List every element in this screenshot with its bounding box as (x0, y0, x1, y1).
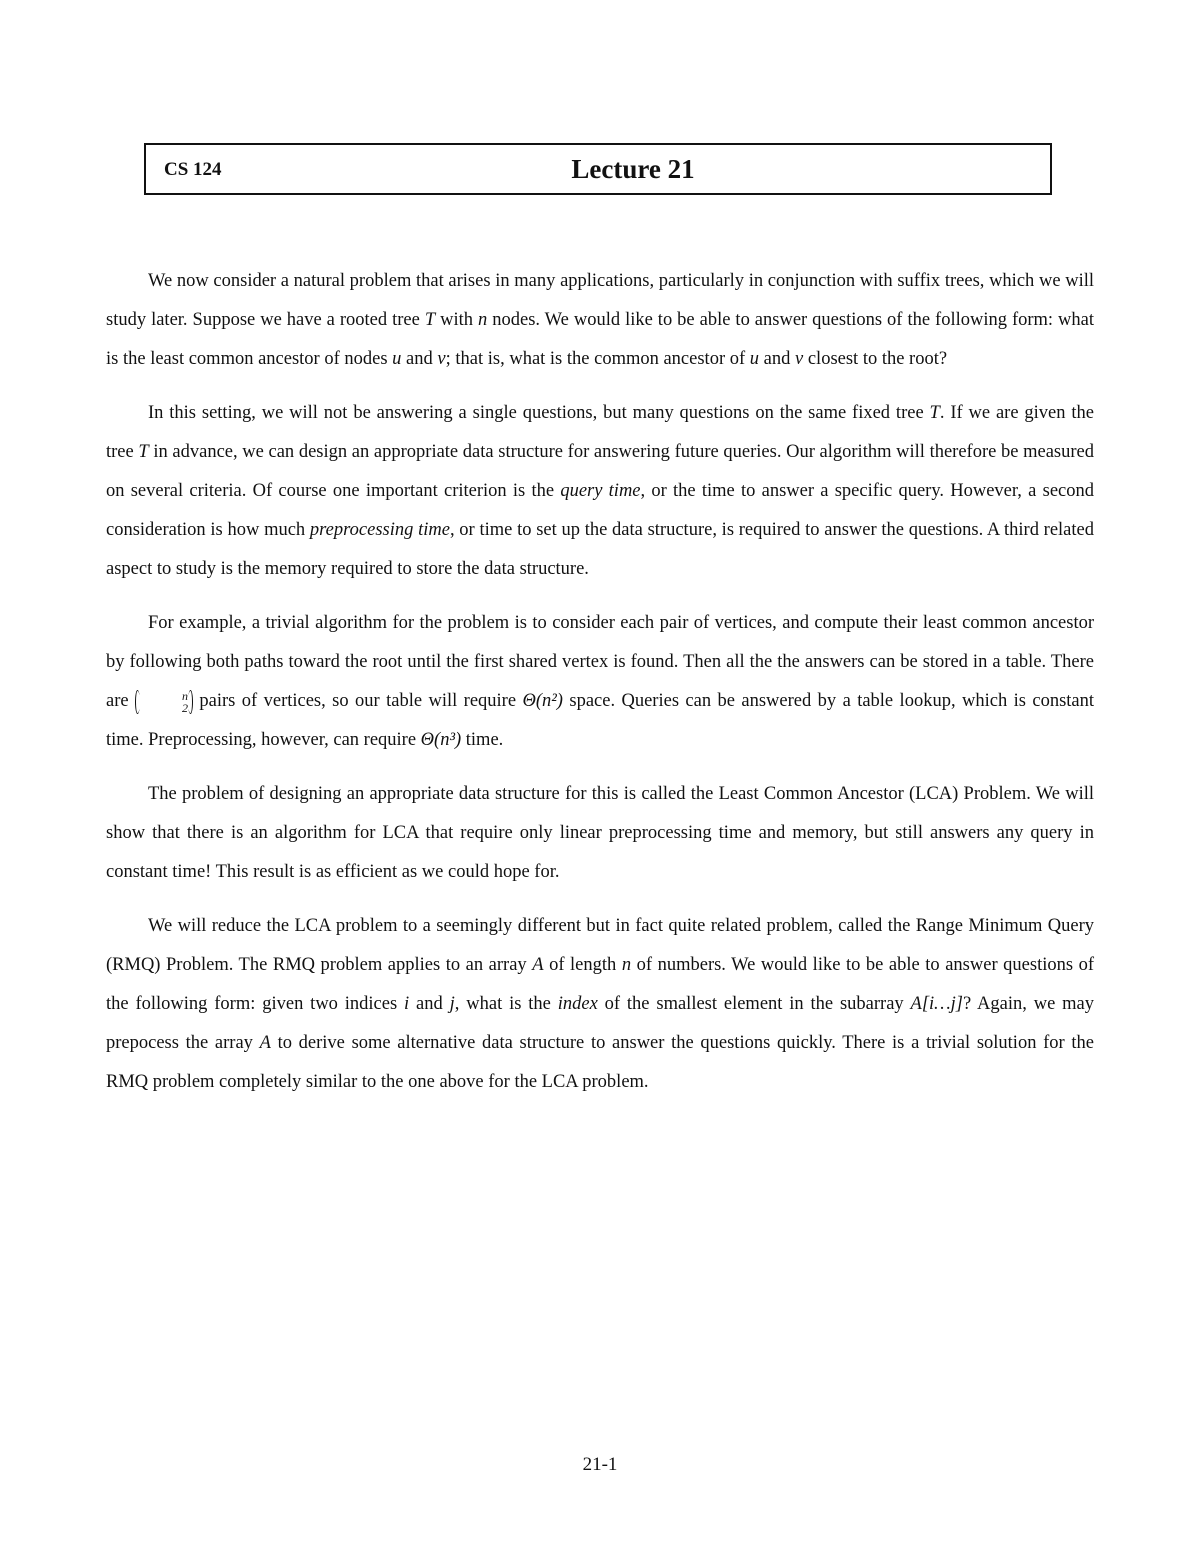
math-var: T (138, 442, 149, 462)
math-var: v (437, 349, 446, 369)
emphasis-preprocessing-time: preprocessing time (309, 520, 450, 540)
emphasis-query-time: query time (560, 481, 641, 501)
lecture-title: Lecture 21 (571, 154, 695, 184)
math-var: n (478, 310, 488, 330)
binomial-coefficient: n 2 (135, 690, 193, 714)
math-var: T (424, 310, 436, 330)
math-expression: A[i…j] (910, 994, 963, 1014)
math-var: j (449, 994, 455, 1014)
math-var: n (621, 955, 632, 975)
paragraph-lca-problem: The problem of designing an appropriate data structure for this is called the Least Common Ancestor (LCA) Problem. We will show that there is an algorithm for LCA that require only linear preprocessing time and memory, but still answers any query in constant time! This result is as efficient as we could hope for. (106, 784, 1094, 882)
paragraph-rmq-reduction: We will reduce the LCA problem to a seemingly different but in fact quite related problem, called the Range Minimum Query (RMQ) Problem. The RMQ problem applies to an array A of length n of numbers. We would like to be able to answer questions of the following form: given two indices i and j, what is the index of the smallest element in the subarray A[i…j]? Again, we may prepocess the array A to derive some alternative data structure to answer the questions quickly. There is a trivial solution for the RMQ problem completely similar to the one above for the LCA problem. (106, 916, 1095, 1092)
paragraph-setting: In this setting, we will not be answering a single questions, but many questions on the same fixed tree T. If we are given the tree T in advance, we can design an appropriate data structure for answering future queries. Our algorithm will therefore be measured on several criteria. Of course one important criterion is the query time, or the time to answer a specific query. However, a second consideration is how much preprocessing time, or time to set up the data structure, is required to answer the questions. A third related aspect to study is the memory required to store the data structure. (106, 403, 1094, 579)
math-expression: Θ(n³) (420, 730, 462, 750)
math-expression: Θ(n²) (522, 691, 563, 711)
lecture-header-box (144, 143, 1052, 195)
math-var: v (795, 349, 804, 369)
math-var: A (532, 955, 544, 975)
emphasis-index: index (557, 994, 598, 1014)
math-var: T (929, 403, 940, 423)
paragraph-lca-intro: We now consider a natural problem that arises in many applications, particularly in conjunction with suffix trees, which we will study later. Suppose we have a rooted tree T with n nodes. We would like to be able to answer questions of the following form: what is the least common ancestor of nodes u and v; that is, what is the common ancestor of u and v closest to the root? (106, 271, 1095, 369)
math-var: u (392, 349, 402, 369)
page-number: 21-1 (582, 1454, 618, 1475)
lecture-body (106, 262, 1094, 1117)
math-var: A (259, 1033, 271, 1053)
math-var: i (404, 994, 410, 1014)
paragraph-trivial-algorithm: For example, a trivial algorithm for the problem is to consider each pair of vertices, and compute their least common ancestor by following both paths toward the root until the first shared vertex is found. Then all the the answers can be stored in a table. There are n 2 pairs of vertices, so our table will require Θ(n²) space. Queries can be answered by a table lookup, which is constant time. Preprocessing, however, can require Θ(n³) time. (106, 613, 1095, 750)
math-var: u (749, 349, 760, 369)
course-label: CS 124 (164, 159, 222, 180)
